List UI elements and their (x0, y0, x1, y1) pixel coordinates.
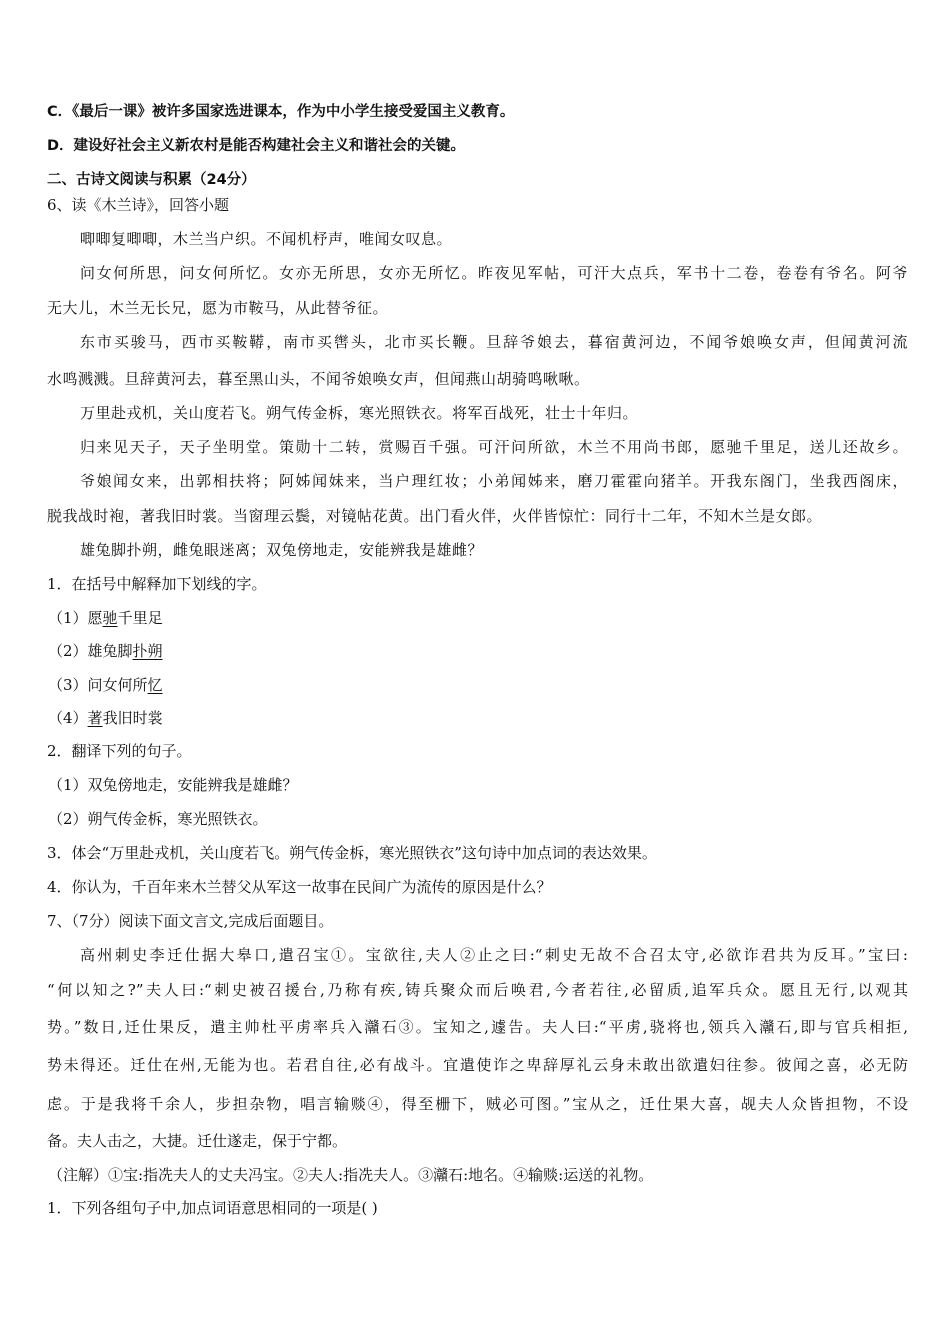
q7-sub1: 1．下列各组句子中,加点词语意思相同的一项是( ) (47, 1199, 378, 1217)
q6-sub2-prompt: 2．翻译下列的句子。 (47, 742, 192, 760)
q6-sub1-item: （2）雄兔脚扑朔 (48, 642, 163, 660)
poem-line: 无大儿，木兰无长兄，愿为市鞍马，从此替爷征。 (47, 299, 389, 317)
poem-line: 脱我战时袍，著我旧时裳。当窗理云鬓，对镜帖花黄。出门看火伴，火伴皆惊忙：同行十二年，不知木兰是女郎。 (47, 507, 823, 525)
q6-sub2-item: （1）双兔傍地走，安能辨我是雄雌？ (48, 776, 298, 794)
q6-sub1-item: （3）问女何所忆 (48, 676, 163, 694)
option-c: C．《最后一课》被许多国家选进课本，作为中小学生接受爱国主义教育。 (47, 104, 515, 120)
q6-sub1-item: （4）著我旧时裳 (48, 709, 163, 727)
underlined-char: 著 (87, 709, 103, 727)
question-6-intro: 6、读《木兰诗》，回答小题 (47, 196, 230, 214)
passage-line: 势。”数日,迁仕果反，遣主帅杜平虏率兵入灨石③。宝知之,遽告。夫人曰:“平虏,骁将也,领兵入灨石,即与官兵相拒, (47, 1018, 908, 1036)
underlined-char: 驰 (102, 609, 118, 627)
poem-line: 唧唧复唧唧，木兰当户织。不闻机杼声，唯闻女叹息。 (80, 230, 453, 248)
q6-sub3: 3．体会“万里赴戎机，关山度若飞。朔气传金柝，寒光照铁衣”这句诗中加点词的表达效果。 (47, 844, 657, 862)
section-title: 二、古诗文阅读与积累（24分） (47, 172, 256, 188)
passage-line: “何以知之?”夫人曰:“刺史被召援台,乃称有疾,铸兵聚众而后唤君,今者若往,必留质,追军兵众。愿且无行,以观其 (47, 981, 908, 999)
q6-sub2-item: （2）朔气传金柝，寒光照铁衣。 (48, 810, 268, 828)
passage-line: 备。夫人击之，大捷。迁仕遂走，保于宁都。 (47, 1132, 348, 1150)
annotation-note: （注解）①宝:指冼夫人的丈夫冯宝。②夫人:指冼夫人。③灨石:地名。④输赕:运送的礼物。 (48, 1166, 654, 1184)
passage-line: 虑。于是我将千余人，步担杂物，唱言输赕④，得至栅下，贼必可图。”宝从之，迁仕果大喜，觇夫人众皆担物，不设 (47, 1095, 908, 1113)
q6-sub4: 4．你认为，千百年来木兰替父从军这一故事在民间广为流传的原因是什么？ (47, 878, 552, 896)
underlined-char: 扑朔 (132, 642, 163, 660)
poem-line: 雄兔脚扑朔，雌兔眼迷离；双兔傍地走，安能辨我是雄雌？ (80, 541, 484, 559)
poem-line: 问女何所思，问女何所忆。女亦无所思，女亦无所忆。昨夜见军帖，可汗大点兵，军书十二卷，卷卷有爷名。阿爷 (80, 264, 908, 282)
poem-line: 东市买骏马，西市买鞍鞯，南市买辔头，北市买长鞭。旦辞爷娘去，暮宿黄河边，不闻爷娘唤女声，但闻黄河流 (80, 333, 908, 351)
passage-line: 高州刺史李迁仕据大皋口,遣召宝①。宝欲往,夫人②止之曰:“刺史无故不合召太守,必欲诈君共为反耳。”宝曰: (80, 946, 908, 964)
poem-line: 归来见天子，天子坐明堂。策勋十二转，赏赐百千强。可汗问所欲，木兰不用尚书郎，愿驰千里足，送儿还故乡。 (80, 438, 908, 456)
q6-sub1-prompt: 1．在括号中解释加下划线的字。 (47, 575, 267, 593)
passage-line: 势未得还。迁仕在州,无能为也。若君自往,必有战斗。宜遣使诈之卑辞厚礼云身未敢出欲遣妇往参。彼闻之喜，必无防 (47, 1056, 908, 1074)
question-7-intro: 7、（7分）阅读下面文言文,完成后面题目。 (47, 912, 334, 930)
poem-line: 爷娘闻女来，出郭相扶将；阿姊闻妹来，当户理红妆；小弟闻姊来，磨刀霍霍向猪羊。开我东阁门，坐我西阁床， (80, 472, 908, 490)
option-d: D．建设好社会主义新农村是能否构建社会主义和谐社会的关键。 (47, 138, 466, 154)
poem-line: 万里赴戎机，关山度若飞。朔气传金柝，寒光照铁衣。将军百战死，壮士十年归。 (80, 404, 639, 422)
underlined-char: 忆 (147, 676, 163, 694)
q6-sub1-item: （1）愿驰千里足 (48, 609, 163, 627)
poem-line: 水鸣溅溅。旦辞黄河去，暮至黑山头，不闻爷娘唤女声，但闻燕山胡骑鸣啾啾。 (47, 370, 590, 388)
